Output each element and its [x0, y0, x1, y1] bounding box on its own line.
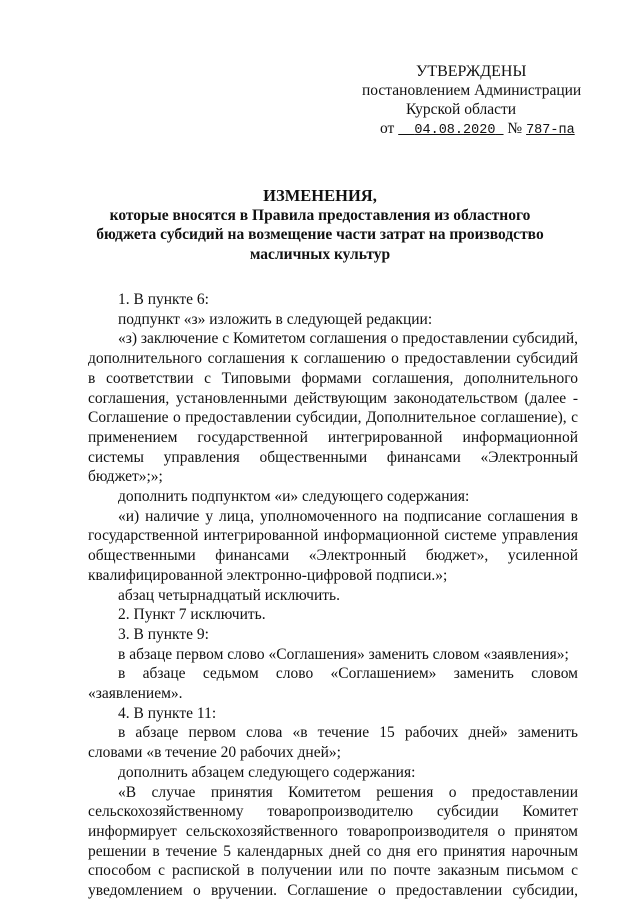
document-body — [88, 290, 578, 901]
approval-decree: постановлением Администрации — [362, 82, 582, 99]
paragraph: подпункт «з» изложить в следующей редакции: — [118, 310, 433, 328]
approval-stamp — [360, 62, 590, 140]
paragraph: 4. В пункте 11: — [118, 704, 217, 722]
paragraph: дополнить абзацем следующего содержания: — [118, 763, 416, 781]
number-label: № — [507, 120, 523, 137]
approval-date-line — [360, 119, 590, 140]
title-line-1: которые вносятся в Правила предоставления из областного — [109, 206, 531, 224]
approval-heading: УТВЕРЖДЕНЫ — [416, 63, 527, 80]
paragraph: в абзаце седьмом слово «Соглашением» заменить словом «заявлением». — [88, 665, 578, 703]
from-label: от — [380, 120, 395, 137]
title-main: ИЗМЕНЕНИЯ, — [263, 186, 377, 205]
paragraph: «В случае принятия Комитетом решения о предоставлении сельскохозяйственному товаропроизводителю субсидии Комитет информирует сельскохозяйственного товаропроизводителя о принятом решении в течение 5 календарных дней со дня его принятия нарочным способом с распиской в получении или по почте заказным письмом с уведомлением о вручении. Соглашение о предоставлении субсидии, — [88, 783, 578, 900]
paragraph: «з) заключение с Комитетом соглашения о предоставлении субсидий, дополнительного соглашения к соглашению о предоставлении субсидий в соответствии с Типовыми формами соглашения, дополнительного соглашения, установленными действующим законодательством (далее - Соглашение о предоставлении субсидии, Дополнительное соглашение), с применением государственной интегрированной информационной системы управления общественными финансами «Электронный бюджет»;»; — [88, 330, 578, 486]
paragraph: в абзаце первом слово «Соглашения» заменить словом «заявления»; — [118, 645, 569, 663]
approval-number: 787-па — [526, 123, 575, 138]
document-title — [90, 186, 550, 264]
paragraph: 3. В пункте 9: — [118, 625, 209, 643]
paragraph: в абзаце первом слова «в течение 15 рабочих дней» заменить словами «в течение 20 рабочих дней»; — [88, 724, 578, 762]
approval-region: Курской области — [406, 101, 517, 118]
title-line-3: масличных культур — [249, 245, 391, 263]
paragraph: «и) наличие у лица, уполномоченного на подписание соглашения в государственной интегрированной информационной системе управления общественными финансами «Электронный бюджет», усиленной квалифицированной электронно-цифровой подписи.»; — [88, 507, 578, 584]
paragraph: дополнить подпунктом «и» следующего содержания: — [118, 488, 470, 506]
title-line-2: бюджета субсидий на возмещение части затрат на производство — [96, 226, 544, 243]
approval-date: 04.08.2020 — [414, 123, 496, 138]
paragraph: 1. В пункте 6: — [118, 291, 209, 308]
paragraph: абзац четырнадцатый исключить. — [118, 586, 340, 604]
paragraph: 2. Пункт 7 исключить. — [118, 606, 266, 624]
